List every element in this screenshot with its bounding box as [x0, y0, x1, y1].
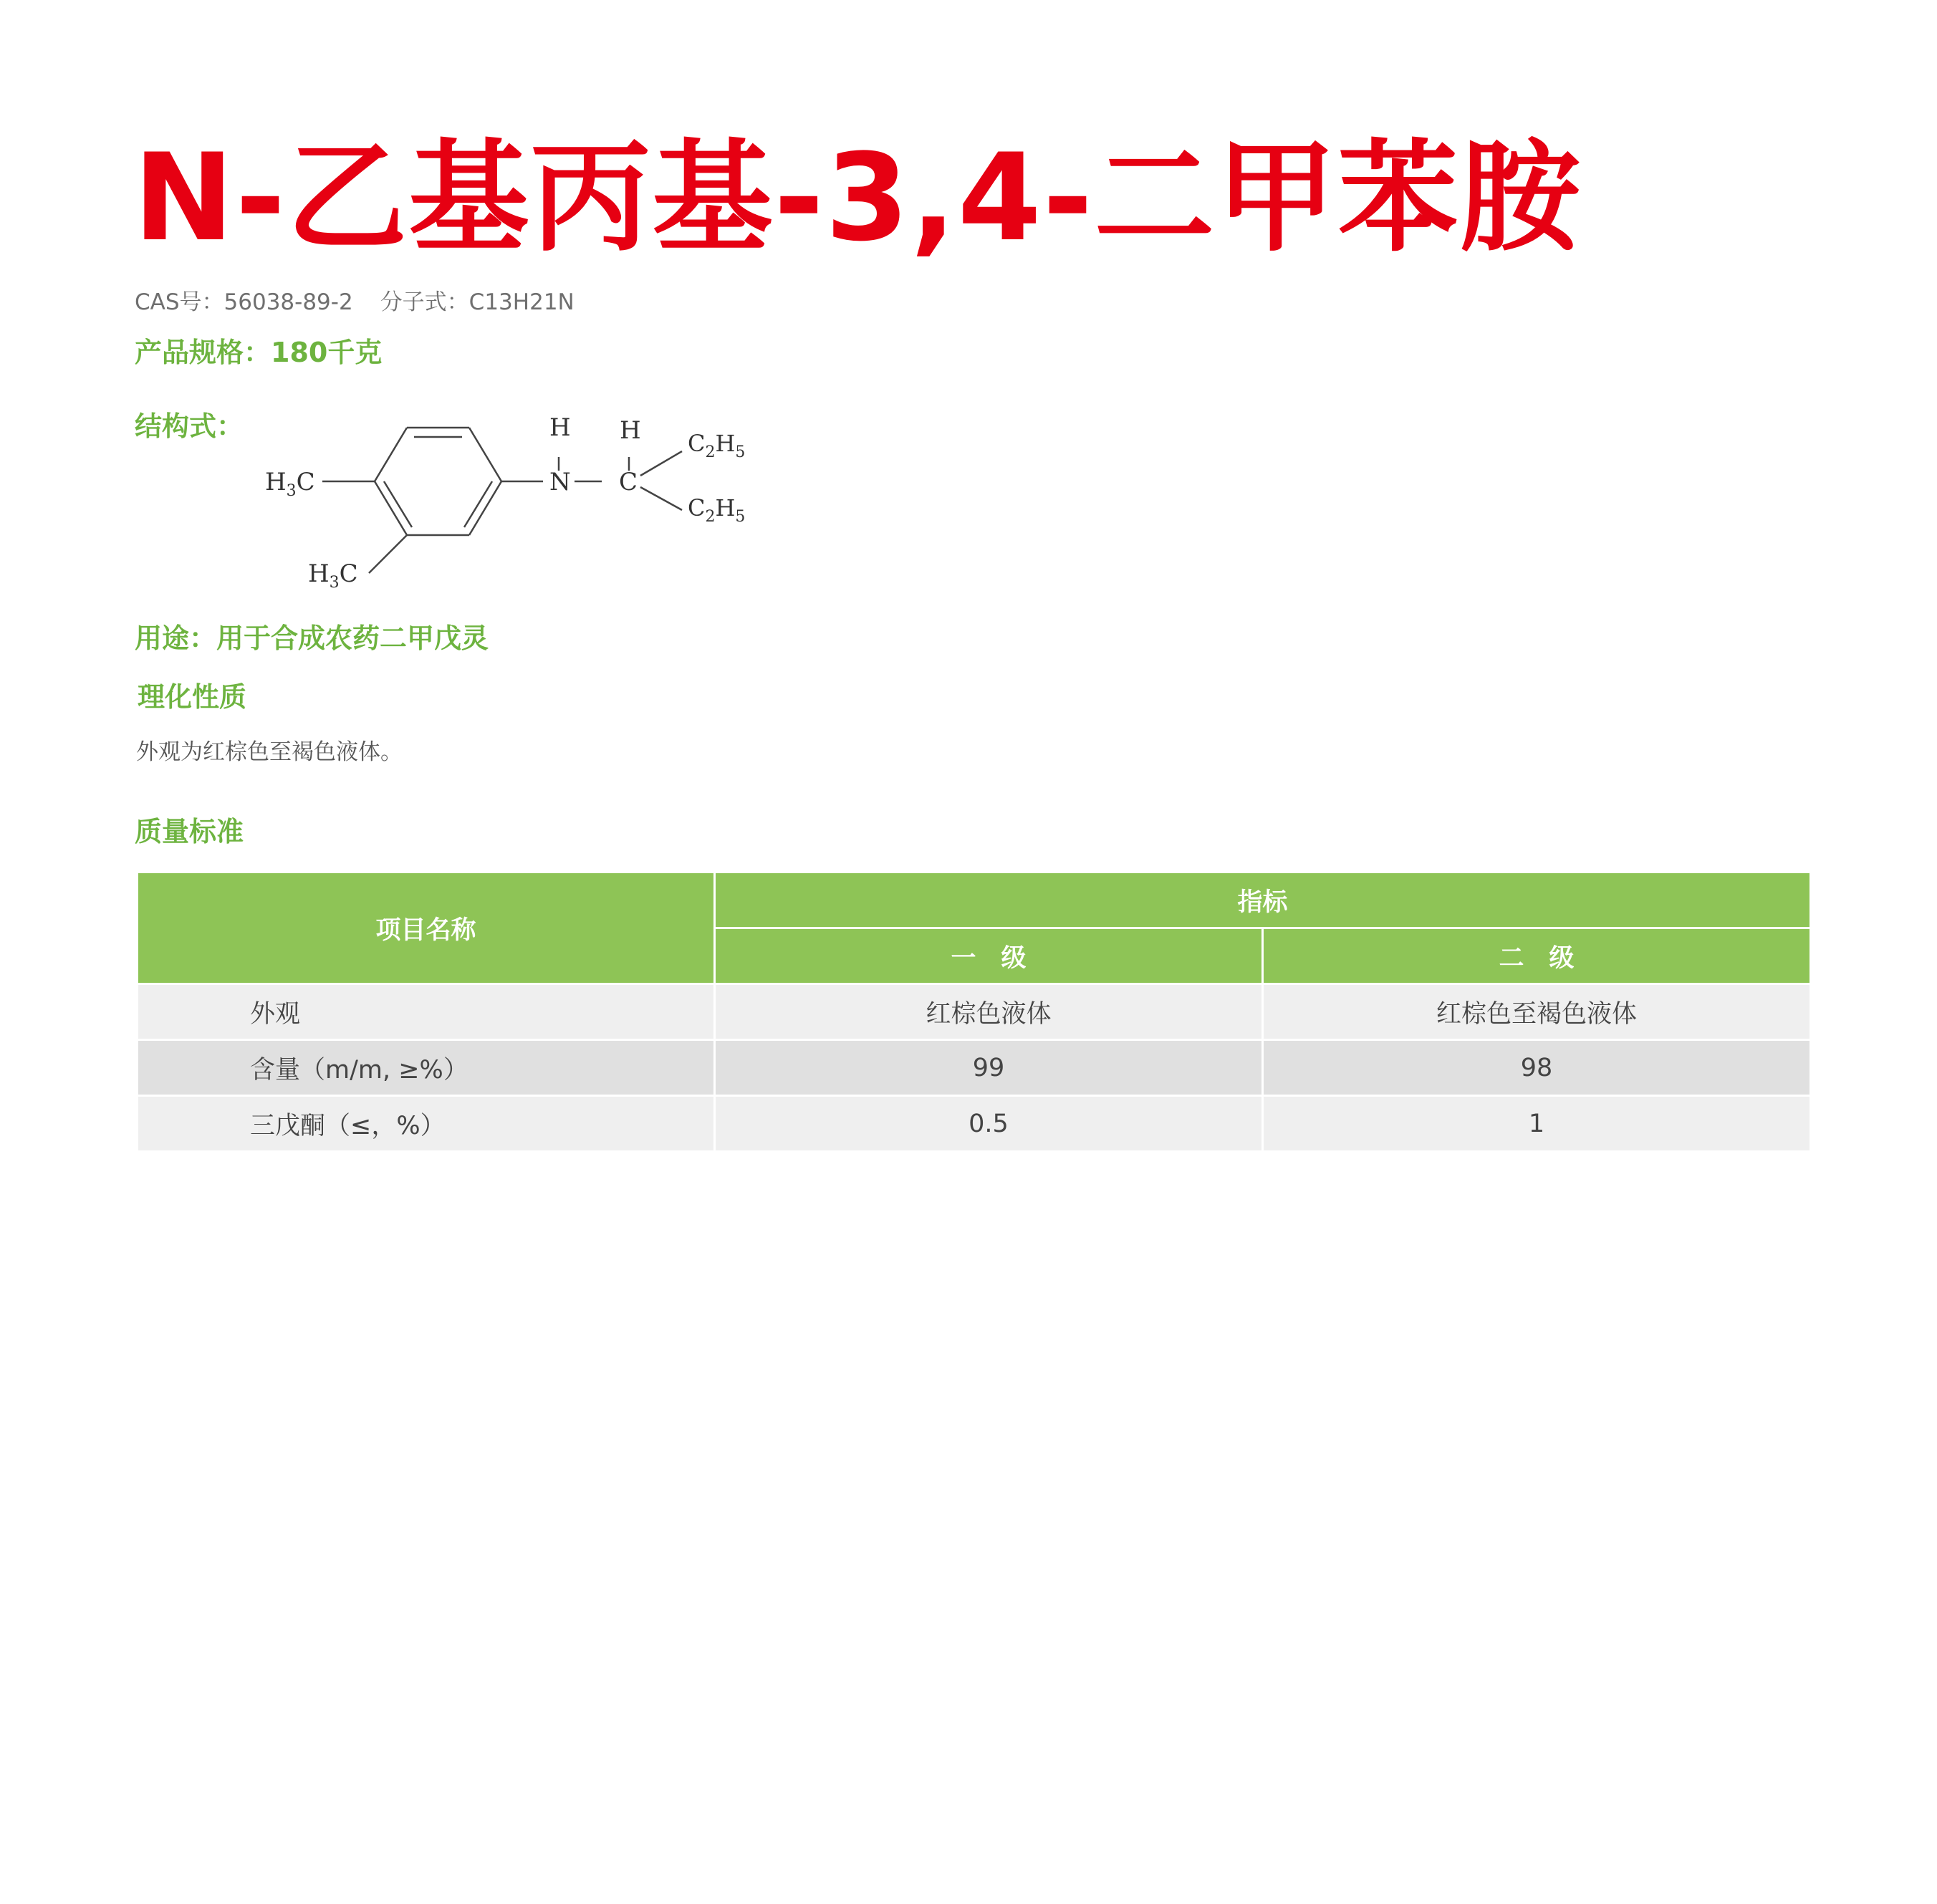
ethyl-label-top: $C_2H_5$	[688, 430, 746, 461]
nitrogen-label: N	[549, 468, 571, 496]
quality-table	[136, 871, 1812, 1153]
header-grade-2: 二 级	[1263, 928, 1811, 984]
carbon-label: C	[619, 468, 638, 496]
row-name: 外观	[138, 984, 715, 1040]
properties-heading: 理化性质	[138, 681, 247, 713]
row-grade-1: 0.5	[715, 1096, 1263, 1152]
table-row	[138, 1096, 1811, 1152]
page-title: N-乙基丙基-3,4-二甲苯胺	[133, 128, 1582, 268]
methyl-label-bottom: $H_3C$	[308, 559, 358, 592]
methine-h-label: H	[620, 416, 641, 445]
row-name: 三戊酮（≤，%）	[138, 1096, 715, 1152]
header-item-name: 项目名称	[138, 872, 715, 984]
row-grade-1: 99	[715, 1040, 1263, 1096]
row-grade-2: 98	[1263, 1040, 1811, 1096]
amine-h-label: H	[549, 413, 571, 442]
cas-number: CAS号：56038-89-2	[135, 289, 353, 315]
row-grade-2: 1	[1263, 1096, 1811, 1152]
table-row	[138, 1040, 1811, 1096]
structural-formula	[244, 401, 774, 609]
meta-line	[135, 284, 575, 316]
molecular-formula: 分子式：C13H21N	[380, 289, 575, 315]
header-grade-1: 一 级	[715, 928, 1263, 984]
quality-heading: 质量标准	[135, 816, 244, 847]
row-name: 含量（m/m, ≥%）	[138, 1040, 715, 1096]
ethyl-label-bottom: $C_2H_5$	[688, 494, 746, 526]
row-grade-1: 红棕色液体	[715, 984, 1263, 1040]
properties-text: 外观为红棕色至褐色液体。	[136, 739, 403, 765]
product-spec: 产品规格：180千克	[135, 337, 383, 368]
row-grade-2: 红棕色至褐色液体	[1263, 984, 1811, 1040]
methyl-label-top: $H_3C$	[265, 468, 315, 500]
table-row	[138, 984, 1811, 1040]
structure-label: 结构式：	[135, 410, 244, 442]
usage-text: 用途：用于合成农药二甲戊灵	[135, 622, 489, 654]
header-index: 指标	[715, 872, 1811, 928]
